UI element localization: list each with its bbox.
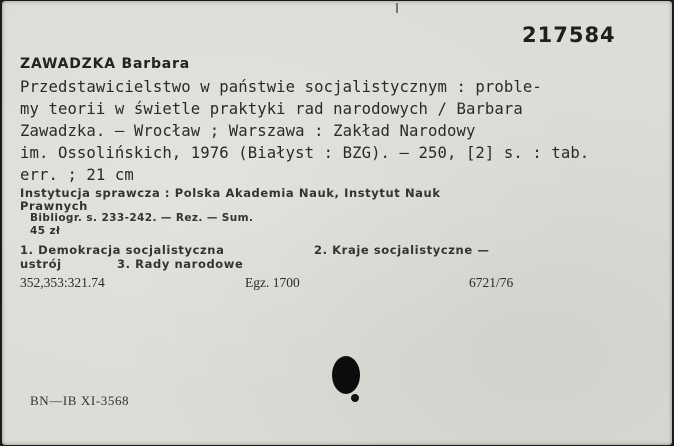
subject-heading-3: 3. Rady narodowe <box>117 257 244 271</box>
subject-heading-1: 1. Demokracja socjalistyczna <box>20 243 225 257</box>
subject-heading-2: 2. Kraje socjalistyczne — <box>314 243 490 257</box>
price-note: 45 zł <box>30 225 61 237</box>
udc-classification: 352,353:321.74 <box>20 275 105 290</box>
title-line-5: err. ; 21 cm <box>20 166 134 184</box>
title-line-3: Zawadzka. – Wrocław ; Warszawa : Zakład Narodowy <box>20 122 476 140</box>
title-line-1: Przedstawicielstwo w państwie socjalistycznym : proble- <box>20 78 542 96</box>
punch-hole <box>332 356 360 394</box>
catalog-card <box>2 1 672 445</box>
institution-line-2: Prawnych <box>20 199 88 213</box>
punch-hole-dot <box>351 394 359 402</box>
title-line-2: my teorii w świetle praktyki rad narodowych / Barbara <box>20 100 523 118</box>
paper-mark <box>396 3 398 13</box>
call-number: 6721/76 <box>469 275 514 290</box>
author-name: ZAWADZKA Barbara <box>20 56 190 72</box>
footer-code: BN—IB XI-3568 <box>30 393 130 408</box>
accession-number: 217584 <box>522 23 616 47</box>
institution-line-1: Instytucja sprawcza : Polska Akademia Nauk, Instytut Nauk <box>20 186 441 200</box>
title-line-4: im. Ossolińskich, 1976 (Białyst : BZG). – 250, [2] s. : tab. <box>20 144 590 162</box>
bibliography-note: Bibliogr. s. 233-242. — Rez. — Sum. <box>30 212 254 224</box>
subject-heading-2-cont: ustrój <box>20 257 62 271</box>
copy-number: Egz. 1700 <box>245 275 300 290</box>
